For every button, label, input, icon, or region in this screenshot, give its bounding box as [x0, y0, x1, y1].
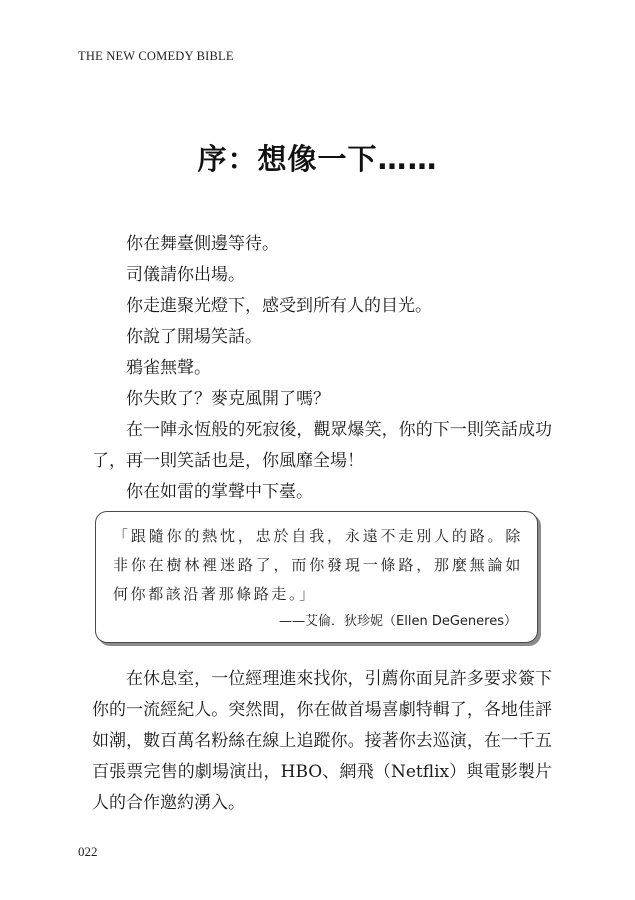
paragraph: 你走進聚光燈下，感受到所有人的目光。	[126, 296, 432, 316]
paragraph: 司儀請你出場。	[126, 265, 245, 285]
page-number: 022	[78, 844, 98, 859]
paragraph: 你失敗了？麥克風開了嗎？	[126, 389, 330, 409]
paragraph: 你在舞臺側邊等待。	[126, 234, 279, 254]
running-head: THE NEW COMEDY BIBLE	[78, 49, 234, 63]
paragraph: 鴉雀無聲。	[126, 358, 211, 378]
quote-attribution: ——艾倫．狄珍妮（Ellen DeGeneres）	[279, 614, 517, 629]
paragraph: 你在如雷的掌聲中下臺。	[126, 482, 313, 502]
quote-text: 「跟隨你的熱忱，忠於自我，永遠不走別人的路。除非你在樹林裡迷路了，而你發現一條路，那麼無論如何你都該沿著那條路走。」	[113, 527, 523, 603]
chapter-title: 序：想像一下……	[197, 142, 438, 177]
closing-text	[92, 664, 552, 819]
paragraph: 在休息室，一位經理進來找你，引薦你面見許多要求簽下你的一流經紀人。突然間，你在做首場喜劇特輯了，各地佳評如潮，數百萬名粉絲在線上追蹤你。接著你去巡演，在一千五百張票完售的劇場演出，HBO、網飛（Netflix）與電影製片人的合作邀約湧入。	[92, 669, 552, 813]
quote-box	[95, 511, 538, 643]
paragraph: 在一陣永恆般的死寂後，觀眾爆笑，你的下一則笑話成功了，再一則笑話也是，你風靡全場！	[92, 420, 552, 471]
paragraph: 你說了開場笑話。	[126, 327, 262, 347]
intro-text	[92, 229, 552, 508]
